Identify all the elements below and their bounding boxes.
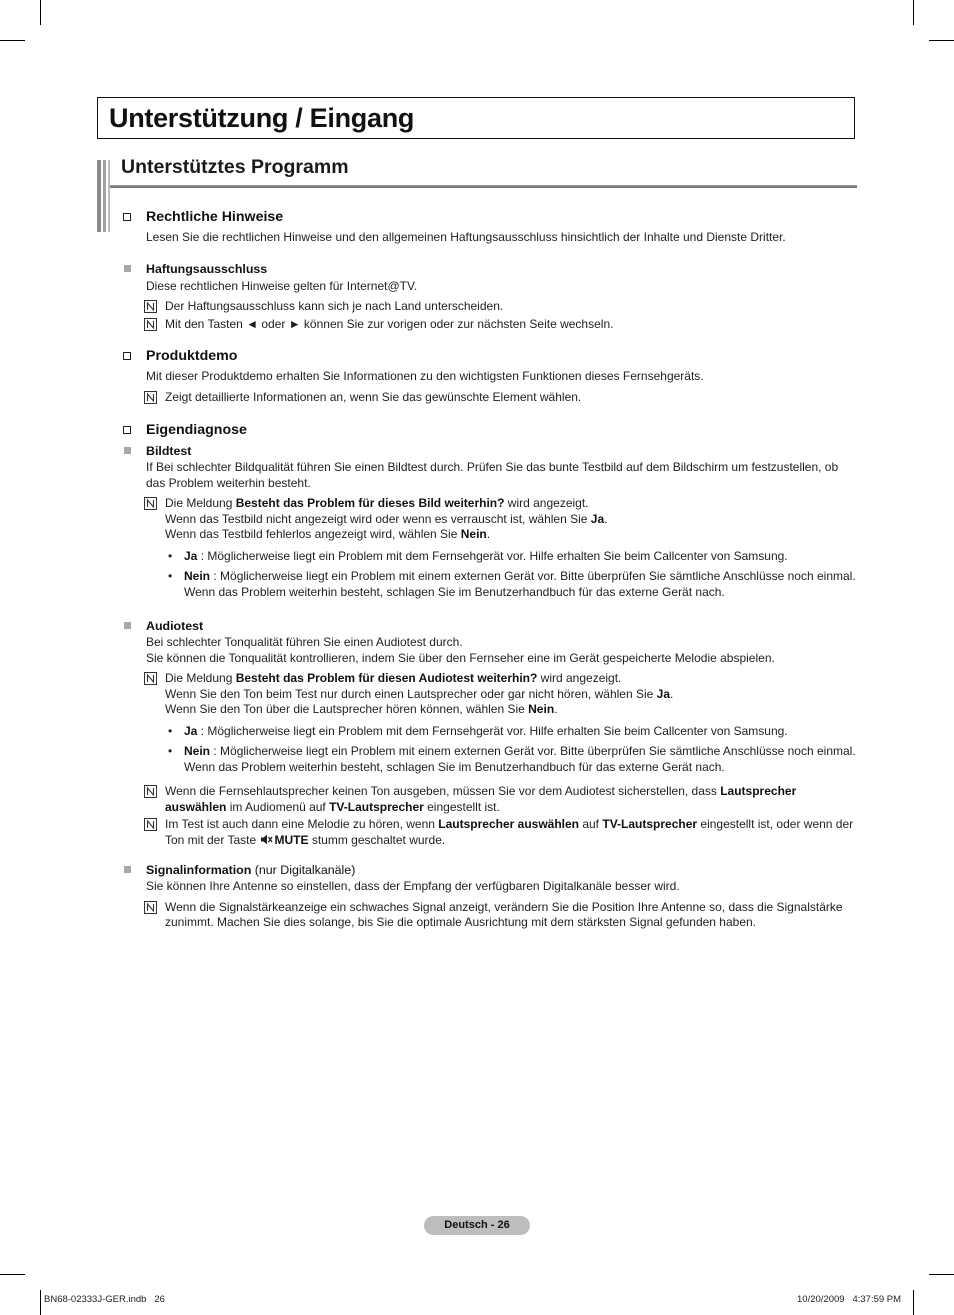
list-item: • Nein : Möglicherweise liegt ein Problem mit einem externen Gerät vor. Bitte überprüfen Sie sämtliche Anschlüsse noch einmal. Wenn das Problem weiterhin besteht, schlagen Sie im Benutzerhandbuch für das externe Gerät nach. bbox=[168, 569, 856, 599]
disclaimer-text: Diese rechtlichen Hinweise gelten für Internet@TV. bbox=[146, 278, 418, 293]
checkbox-icon bbox=[123, 426, 131, 434]
checkbox-icon bbox=[123, 213, 131, 221]
crop-mark bbox=[0, 1274, 25, 1275]
crop-mark bbox=[913, 0, 914, 25]
crop-mark bbox=[40, 1290, 41, 1315]
crop-mark bbox=[913, 1290, 914, 1315]
crop-mark bbox=[0, 40, 25, 41]
checkbox-icon bbox=[123, 352, 131, 360]
note: Die Meldung Besteht das Problem für dieses Bild weiterhin? wird angezeigt. Wenn das Testbild nicht angezeigt wird oder wenn es verrauscht ist, wählen Sie Ja. Wenn das Testbild fehlerlos angezeigt wird, wählen Sie Nein. bbox=[122, 496, 858, 543]
footer-timestamp: 10/20/2009 4:37:59 PM bbox=[797, 1294, 902, 1305]
legal-text: Lesen Sie die rechtlichen Hinweise und den allgemeinen Haftungsausschluss hinsichtlich der Inhalte und Dienste Dritter. bbox=[146, 230, 786, 244]
bullet-dot: • bbox=[168, 548, 173, 563]
section-title: Unterstütztes Programm bbox=[121, 156, 349, 178]
note-icon bbox=[144, 901, 157, 914]
page-title: Unterstützung / Eingang bbox=[109, 103, 415, 133]
crop-mark bbox=[929, 40, 954, 41]
square-bullet-icon bbox=[124, 447, 131, 454]
page-content bbox=[122, 208, 858, 931]
bullet-dot: • bbox=[168, 569, 173, 583]
note-icon bbox=[144, 318, 157, 331]
crop-mark bbox=[40, 0, 41, 25]
note: Mit den Tasten ◄ oder ► können Sie zur vorigen oder zur nächsten Seite wechseln. bbox=[122, 317, 858, 333]
note-icon bbox=[144, 391, 157, 404]
list-item: • Nein : Möglicherweise liegt ein Problem mit einem externen Gerät vor. Bitte überprüfen Sie sämtliche Anschlüsse noch einmal. Wenn das Problem weiterhin besteht, schlagen Sie im Benutzerhandbuch für das externe Gerät nach. bbox=[168, 744, 856, 774]
note: Zeigt detaillierte Informationen an, wenn Sie das gewünschte Element wählen. bbox=[122, 390, 858, 406]
square-bullet-icon bbox=[124, 265, 131, 272]
heading-audio-test: Audiotest bbox=[122, 618, 858, 634]
heading-legal: Rechtliche Hinweise bbox=[122, 208, 858, 226]
demo-text: Mit dieser Produktdemo erhalten Sie Informationen zu den wichtigsten Funktionen dieses Fernsehgeräts. bbox=[146, 369, 704, 383]
note-icon bbox=[144, 672, 157, 685]
note-icon bbox=[144, 818, 157, 831]
signal-info-text: Sie können Ihre Antenne so einstellen, dass der Empfang der verfügbaren Digitalkanäle besser wird. bbox=[146, 879, 680, 893]
list-item: • Ja : Möglicherweise liegt ein Problem mit dem Fernsehgerät vor. Hilfe erhalten Sie beim Callcenter von Samsung. bbox=[168, 548, 788, 563]
square-bullet-icon bbox=[124, 622, 131, 629]
heading-disclaimer: Haftungsausschluss bbox=[122, 261, 858, 277]
page-title-box bbox=[97, 97, 855, 139]
note-icon bbox=[144, 785, 157, 798]
list-item: • Ja : Möglicherweise liegt ein Problem mit dem Fernsehgerät vor. Hilfe erhalten Sie beim Callcenter von Samsung. bbox=[168, 723, 788, 738]
audio-test-text: Bei schlechter Tonqualität führen Sie einen Audiotest durch. Sie können die Tonqualität kontrollieren, indem Sie über den Fernseher eine im Gerät gespeicherte Melodie abspielen. bbox=[146, 635, 775, 665]
crop-mark bbox=[929, 1274, 954, 1275]
note: Der Haftungsausschluss kann sich je nach Land unterscheiden. bbox=[122, 299, 858, 315]
bullet-dot: • bbox=[168, 744, 173, 758]
note: Wenn die Fernsehlautsprecher keinen Ton ausgeben, müssen Sie vor dem Audiotest sicherstellen, dass Lautsprecher auswählen im Audiomenü auf TV-Lautsprecher eingestellt ist. bbox=[122, 784, 858, 815]
heading-signal-info: Signalinformation (nur Digitalkanäle) bbox=[122, 862, 858, 878]
note: Wenn die Signalstärkeanzeige ein schwaches Signal anzeigt, verändern Sie die Position Ihre Antenne so, dass die Signalstärke zunimmt. Machen Sie dies solange, bis Sie die optimale Ausrichtung mit dem stärksten Signal gefunden haben. bbox=[122, 900, 858, 931]
mute-icon bbox=[260, 834, 273, 845]
note-icon bbox=[144, 497, 157, 510]
heading-picture-test: Bildtest bbox=[122, 443, 858, 459]
bullet-dot: • bbox=[168, 723, 173, 738]
page-number-badge: Deutsch - 26 bbox=[424, 1216, 530, 1235]
note: Die Meldung Besteht das Problem für diesen Audiotest weiterhin? wird angezeigt. Wenn Sie den Ton beim Test nur durch einen Lautsprecher oder gar nicht hören, wählen Sie Ja. Wenn Sie den Ton über die Lautsprecher hören können, wählen Sie Nein. bbox=[122, 671, 858, 718]
section-divider bbox=[110, 185, 857, 188]
heading-self-diagnosis: Eigendiagnose bbox=[122, 421, 858, 439]
note-icon bbox=[144, 300, 157, 313]
heading-demo: Produktdemo bbox=[122, 347, 858, 365]
note: Im Test ist auch dann eine Melodie zu hören, wenn Lautsprecher auswählen auf TV-Lautsprecher eingestellt ist, oder wenn der Ton mit der Taste MUTE stumm geschaltet wurde. bbox=[122, 817, 858, 848]
square-bullet-icon bbox=[124, 866, 131, 873]
footer-file-name: BN68-02333J-GER.indb 26 bbox=[44, 1294, 165, 1305]
picture-test-text: If Bei schlechter Bildqualität führen Sie einen Bildtest durch. Prüfen Sie das bunte Testbild auf dem Bildschirm um festzustellen, ob das Problem weiterhin besteht. bbox=[146, 460, 839, 490]
